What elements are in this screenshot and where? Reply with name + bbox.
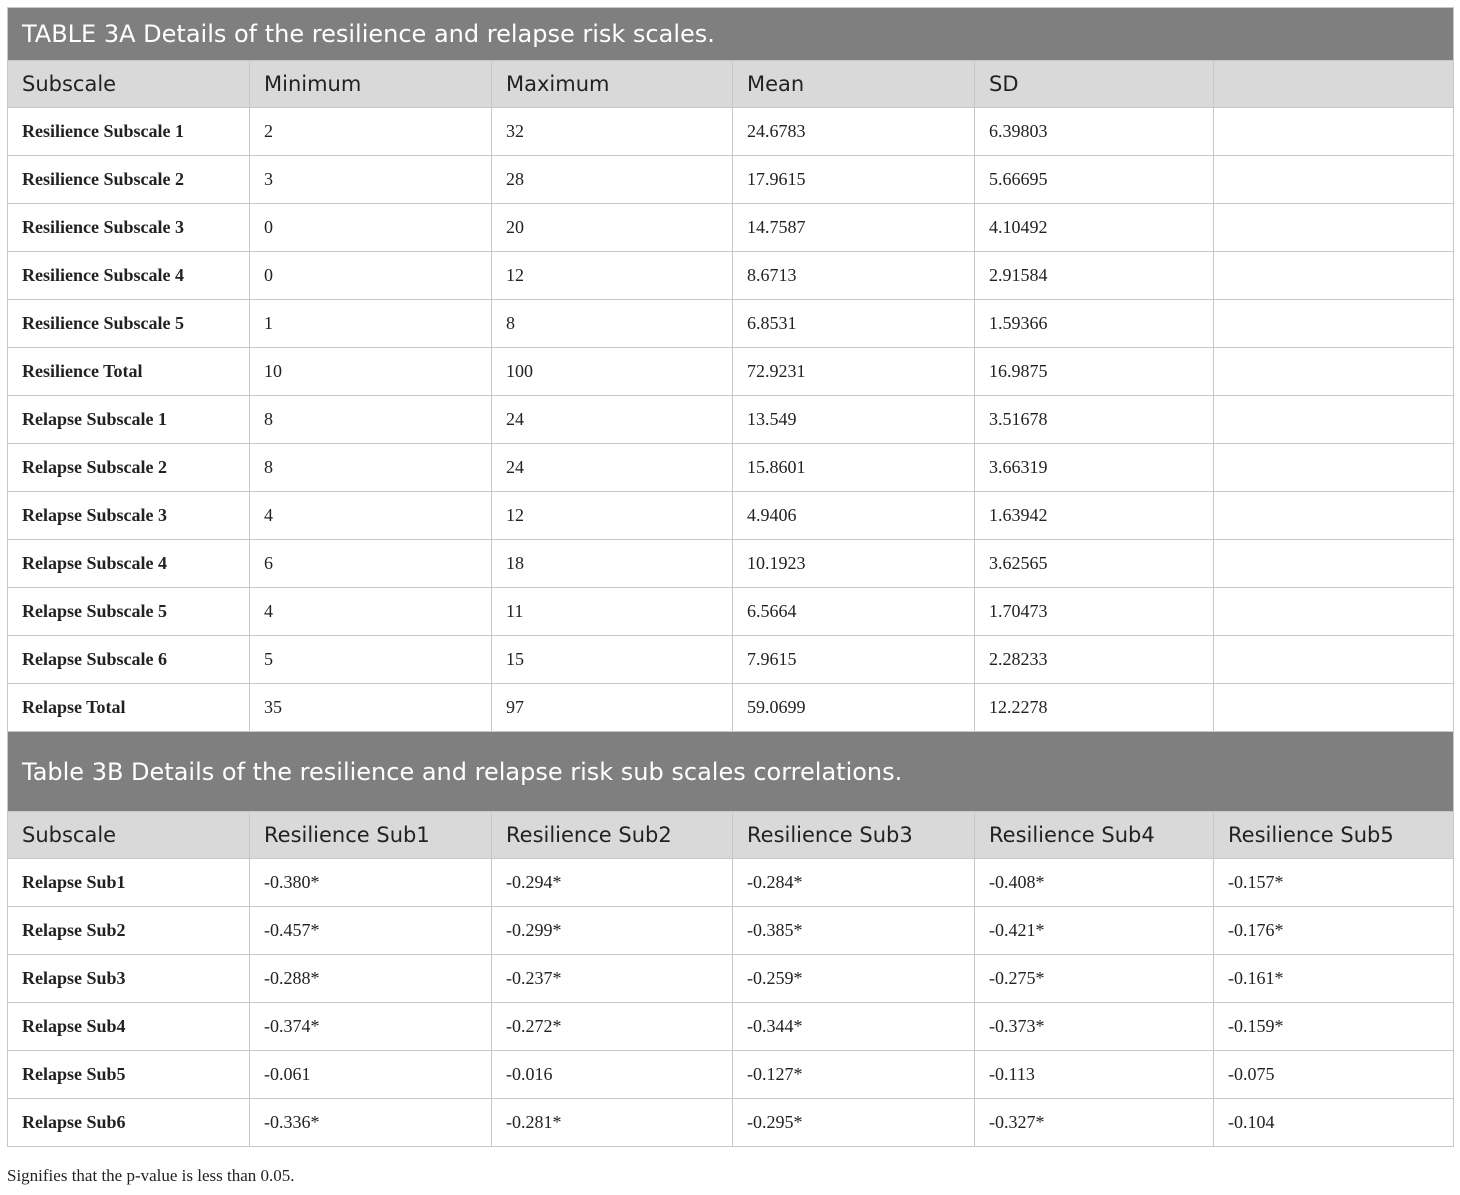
- table-cell: [1214, 444, 1454, 492]
- table-3a-title: TABLE 3A Details of the resilience and relapse risk scales.: [8, 8, 1454, 61]
- table-cell: [1214, 492, 1454, 540]
- table-cell: 17.9615: [733, 156, 975, 204]
- column-header: Resilience Sub5: [1214, 812, 1454, 859]
- row-label: Relapse Subscale 5: [8, 588, 250, 636]
- row-label: Relapse Sub4: [8, 1003, 250, 1051]
- table-cell: -0.176*: [1214, 907, 1454, 955]
- table-cell: 24: [492, 396, 733, 444]
- table-row: [8, 588, 1454, 636]
- table-row: [8, 348, 1454, 396]
- table-cell: -0.457*: [250, 907, 492, 955]
- table-cell: [1214, 156, 1454, 204]
- table-cell: -0.113: [975, 1051, 1214, 1099]
- table-3b-title: Table 3B Details of the resilience and relapse risk sub scales correlations.: [8, 732, 1454, 812]
- row-label: Resilience Total: [8, 348, 250, 396]
- column-header: Resilience Sub2: [492, 812, 733, 859]
- table-cell: [1214, 204, 1454, 252]
- column-header: [1214, 61, 1454, 108]
- table-row: [8, 156, 1454, 204]
- table-cell: 15: [492, 636, 733, 684]
- row-label: Relapse Subscale 4: [8, 540, 250, 588]
- table-cell: 8: [250, 396, 492, 444]
- table-cell: 20: [492, 204, 733, 252]
- table-cell: 0: [250, 204, 492, 252]
- table-cell: 12: [492, 492, 733, 540]
- column-header: Subscale: [8, 812, 250, 859]
- table-cell: -0.159*: [1214, 1003, 1454, 1051]
- row-label: Relapse Total: [8, 684, 250, 732]
- table-cell: 3: [250, 156, 492, 204]
- table-cell: 18: [492, 540, 733, 588]
- table-cell: 32: [492, 108, 733, 156]
- table-cell: 4.10492: [975, 204, 1214, 252]
- table-cell: 3.66319: [975, 444, 1214, 492]
- table-cell: -0.336*: [250, 1099, 492, 1147]
- column-header: Resilience Sub4: [975, 812, 1214, 859]
- table-row: [8, 859, 1454, 907]
- table-cell: -0.344*: [733, 1003, 975, 1051]
- table-cell: -0.294*: [492, 859, 733, 907]
- table-row: [8, 444, 1454, 492]
- table-cell: 13.549: [733, 396, 975, 444]
- table-cell: 16.9875: [975, 348, 1214, 396]
- table-cell: 6.5664: [733, 588, 975, 636]
- table-cell: -0.016: [492, 1051, 733, 1099]
- table-cell: -0.408*: [975, 859, 1214, 907]
- row-label: Relapse Subscale 6: [8, 636, 250, 684]
- table-cell: 1.59366: [975, 300, 1214, 348]
- table-row: [8, 1051, 1454, 1099]
- column-header: Minimum: [250, 61, 492, 108]
- column-header: Maximum: [492, 61, 733, 108]
- table-cell: 2: [250, 108, 492, 156]
- table-cell: [1214, 396, 1454, 444]
- table-row: [8, 684, 1454, 732]
- table-3b-header-row: [8, 812, 1454, 859]
- row-label: Relapse Sub1: [8, 859, 250, 907]
- table-cell: 24.6783: [733, 108, 975, 156]
- table-cell: 0: [250, 252, 492, 300]
- table-cell: 12: [492, 252, 733, 300]
- row-label: Resilience Subscale 2: [8, 156, 250, 204]
- table-row: [8, 540, 1454, 588]
- table-cell: 4: [250, 492, 492, 540]
- table-3a-header-row: [8, 61, 1454, 108]
- table-cell: 2.91584: [975, 252, 1214, 300]
- table-cell: [1214, 636, 1454, 684]
- row-label: Relapse Subscale 2: [8, 444, 250, 492]
- table-cell: -0.272*: [492, 1003, 733, 1051]
- table-cell: [1214, 588, 1454, 636]
- table-cell: 6: [250, 540, 492, 588]
- table-cell: -0.295*: [733, 1099, 975, 1147]
- table-cell: 1.70473: [975, 588, 1214, 636]
- table-cell: -0.299*: [492, 907, 733, 955]
- table-cell: 6.39803: [975, 108, 1214, 156]
- table-cell: -0.284*: [733, 859, 975, 907]
- row-label: Relapse Subscale 3: [8, 492, 250, 540]
- resilience-relapse-table: [7, 7, 1454, 1147]
- table-cell: 97: [492, 684, 733, 732]
- table-row: [8, 300, 1454, 348]
- table-cell: 1: [250, 300, 492, 348]
- column-header: Resilience Sub1: [250, 812, 492, 859]
- table-cell: -0.327*: [975, 1099, 1214, 1147]
- table-cell: 14.7587: [733, 204, 975, 252]
- table-cell: 10: [250, 348, 492, 396]
- column-header: Mean: [733, 61, 975, 108]
- table-cell: -0.421*: [975, 907, 1214, 955]
- row-label: Relapse Sub5: [8, 1051, 250, 1099]
- table-cell: -0.373*: [975, 1003, 1214, 1051]
- table-cell: -0.380*: [250, 859, 492, 907]
- table-cell: -0.104: [1214, 1099, 1454, 1147]
- table-cell: 4.9406: [733, 492, 975, 540]
- table-cell: -0.374*: [250, 1003, 492, 1051]
- table-cell: [1214, 540, 1454, 588]
- table-cell: 8.6713: [733, 252, 975, 300]
- table-cell: 100: [492, 348, 733, 396]
- table-cell: 11: [492, 588, 733, 636]
- table-cell: -0.275*: [975, 955, 1214, 1003]
- table-row: [8, 252, 1454, 300]
- table-cell: 2.28233: [975, 636, 1214, 684]
- table-3a-title-row: [8, 8, 1454, 61]
- column-header: Resilience Sub3: [733, 812, 975, 859]
- table-cell: -0.288*: [250, 955, 492, 1003]
- table-cell: [1214, 348, 1454, 396]
- table-row: [8, 1099, 1454, 1147]
- table-cell: 35: [250, 684, 492, 732]
- table-cell: -0.259*: [733, 955, 975, 1003]
- table-cell: -0.157*: [1214, 859, 1454, 907]
- row-label: Relapse Sub2: [8, 907, 250, 955]
- tables-container: [7, 7, 1453, 1147]
- row-label: Resilience Subscale 1: [8, 108, 250, 156]
- row-label: Relapse Sub6: [8, 1099, 250, 1147]
- row-label: Resilience Subscale 3: [8, 204, 250, 252]
- table-cell: 24: [492, 444, 733, 492]
- table-cell: 72.9231: [733, 348, 975, 396]
- table-cell: -0.385*: [733, 907, 975, 955]
- table-cell: [1214, 108, 1454, 156]
- table-cell: [1214, 252, 1454, 300]
- table-cell: 5: [250, 636, 492, 684]
- column-header: SD: [975, 61, 1214, 108]
- table-cell: -0.161*: [1214, 955, 1454, 1003]
- table-cell: 15.8601: [733, 444, 975, 492]
- table-cell: -0.237*: [492, 955, 733, 1003]
- table-cell: 3.51678: [975, 396, 1214, 444]
- table-row: [8, 108, 1454, 156]
- table-cell: 12.2278: [975, 684, 1214, 732]
- table-cell: 28: [492, 156, 733, 204]
- table-row: [8, 396, 1454, 444]
- table-cell: 5.66695: [975, 156, 1214, 204]
- table-row: [8, 907, 1454, 955]
- table-row: [8, 204, 1454, 252]
- row-label: Resilience Subscale 5: [8, 300, 250, 348]
- table-cell: 3.62565: [975, 540, 1214, 588]
- table-3b-title-row: [8, 732, 1454, 812]
- table-cell: 8: [250, 444, 492, 492]
- table-cell: 59.0699: [733, 684, 975, 732]
- table-cell: 8: [492, 300, 733, 348]
- table-cell: 10.1923: [733, 540, 975, 588]
- table-cell: 7.9615: [733, 636, 975, 684]
- row-label: Relapse Sub3: [8, 955, 250, 1003]
- table-row: [8, 492, 1454, 540]
- table-cell: 4: [250, 588, 492, 636]
- table-cell: [1214, 300, 1454, 348]
- table-footnote: Signifies that the p-value is less than 0.05.: [7, 1166, 295, 1185]
- table-row: [8, 1003, 1454, 1051]
- column-header: Subscale: [8, 61, 250, 108]
- table-row: [8, 636, 1454, 684]
- table-cell: 1.63942: [975, 492, 1214, 540]
- table-cell: 6.8531: [733, 300, 975, 348]
- table-row: [8, 955, 1454, 1003]
- table-cell: -0.127*: [733, 1051, 975, 1099]
- row-label: Relapse Subscale 1: [8, 396, 250, 444]
- table-cell: -0.061: [250, 1051, 492, 1099]
- table-cell: [1214, 684, 1454, 732]
- table-cell: -0.281*: [492, 1099, 733, 1147]
- table-cell: -0.075: [1214, 1051, 1454, 1099]
- row-label: Resilience Subscale 4: [8, 252, 250, 300]
